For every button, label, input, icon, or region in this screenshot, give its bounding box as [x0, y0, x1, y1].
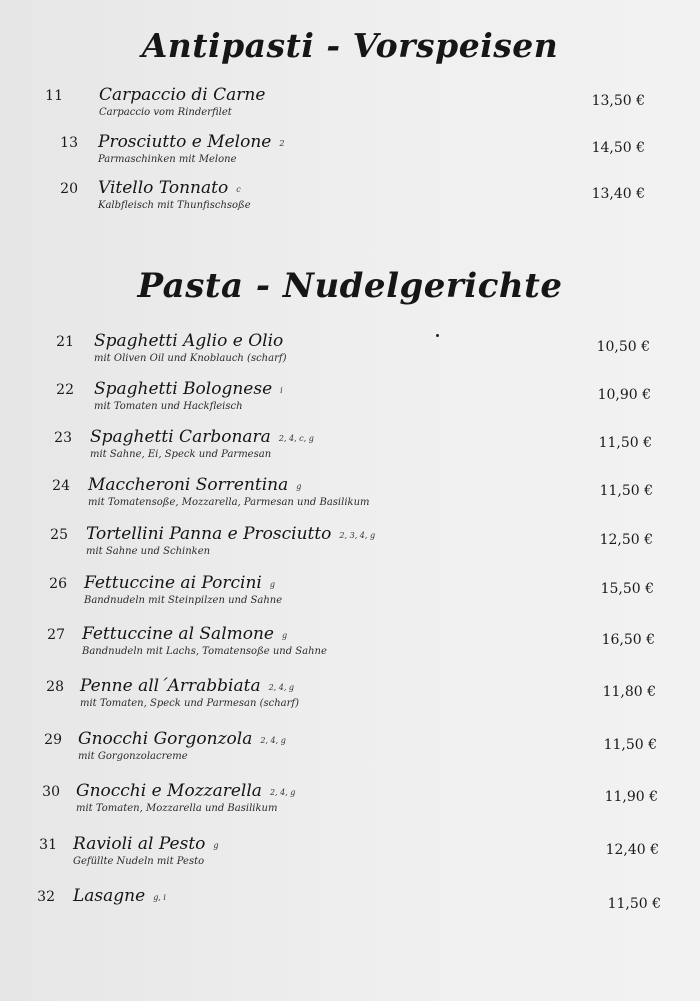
item-description: Bandnudeln mit Steinpilzen und Sahne	[84, 595, 283, 606]
item-name: Prosciutto e Melone 2	[98, 132, 285, 152]
section-title-pasta: Pasta - Nudelgerichte	[137, 266, 563, 306]
item-allergens: 2, 4, g	[268, 683, 295, 692]
item-description: mit Gorgonzolacreme	[78, 751, 188, 762]
menu-item	[33, 85, 653, 129]
item-description: Bandnudeln mit Lachs, Tomatensoße und Sahne	[82, 646, 327, 657]
item-allergens: 2, 4, g	[269, 788, 296, 797]
item-name: Spaghetti Bolognese i	[94, 379, 283, 399]
item-description: mit Sahne und Schinken	[86, 546, 211, 557]
item-price: 14,50 €	[591, 140, 645, 156]
item-number: 26	[49, 576, 67, 592]
item-price: 13,40 €	[591, 186, 645, 202]
menu-item	[42, 427, 662, 471]
item-price: 11,50 €	[603, 737, 657, 753]
menu-item	[37, 573, 657, 617]
item-name: Vitello Tonnato c	[98, 178, 241, 198]
item-description: Carpaccio vom Rinderfilet	[99, 107, 232, 118]
item-name: Lasagne g, i	[73, 886, 166, 906]
item-name: Fettuccine al Salmone g	[82, 624, 288, 644]
item-number: 23	[54, 430, 72, 446]
item-number: 22	[56, 382, 74, 398]
item-allergens: 2, 4, g	[260, 736, 286, 745]
item-allergens: g	[269, 580, 275, 589]
item-name: Spaghetti Carbonara 2, 4, c, g	[90, 427, 314, 447]
item-allergens: i	[280, 386, 283, 395]
item-name: Fettuccine ai Porcini g	[84, 573, 275, 593]
menu-item	[48, 132, 668, 176]
item-price: 11,50 €	[598, 435, 652, 451]
item-price: 11,80 €	[602, 684, 656, 700]
item-name: Maccheroni Sorrentina g	[88, 475, 302, 495]
item-number: 28	[46, 679, 64, 695]
item-description: mit Tomaten und Hackfleisch	[94, 401, 243, 412]
item-allergens: 2, 3, 4, g	[339, 531, 376, 540]
item-price: 11,50 €	[607, 896, 661, 912]
section-title-antipasti: Antipasti - Vorspeisen	[141, 26, 559, 65]
item-price: 10,90 €	[597, 387, 651, 403]
item-description: mit Tomaten, Speck und Parmesan (scharf)	[80, 698, 299, 709]
item-name: Gnocchi e Mozzarella 2, 4, g	[76, 781, 296, 801]
item-description: mit Tomatensoße, Mozzarella, Parmesan und Basilikum	[88, 497, 370, 508]
menu-item	[40, 475, 660, 519]
item-name: Spaghetti Aglio e Olio	[94, 331, 284, 351]
item-description: mit Oliven Oil und Knoblauch (scharf)	[94, 353, 287, 364]
item-allergens: g	[296, 482, 302, 491]
menu-item	[32, 729, 657, 773]
item-description: mit Tomaten, Mozzarella und Basilikum	[76, 803, 278, 814]
item-name: Gnocchi Gorgonzola 2, 4, g	[78, 729, 286, 749]
menu-item	[25, 886, 661, 930]
item-number: 32	[37, 889, 55, 905]
item-description: Kalbfleisch mit Thunfischsoße	[98, 200, 251, 211]
item-price: 12,40 €	[605, 842, 659, 858]
item-number: 29	[44, 732, 62, 748]
item-price: 11,50 €	[599, 483, 653, 499]
item-price: 13,50 €	[591, 93, 645, 109]
item-allergens: 2, 4, c, g	[278, 434, 314, 443]
item-price: 15,50 €	[600, 581, 654, 597]
menu-item	[44, 379, 664, 423]
item-allergens: g, i	[153, 893, 166, 902]
item-number: 11	[45, 88, 63, 104]
item-allergens: g	[213, 841, 219, 850]
menu-item	[44, 331, 664, 375]
item-name: Penne all´Arrabbiata 2, 4, g	[80, 676, 295, 696]
menu-item	[30, 781, 658, 825]
item-number: 21	[56, 334, 74, 350]
item-allergens: c	[236, 185, 241, 194]
item-allergens: 2	[279, 139, 285, 148]
item-price: 16,50 €	[601, 632, 655, 648]
item-description: Gefüllte Nudeln mit Pesto	[73, 856, 205, 867]
item-number: 25	[50, 527, 68, 543]
item-name: Carpaccio di Carne	[99, 85, 266, 105]
item-description: Parmaschinken mit Melone	[98, 154, 237, 165]
item-price: 12,50 €	[599, 532, 653, 548]
item-name: Ravioli al Pesto g	[73, 834, 219, 854]
item-allergens: g	[282, 631, 288, 640]
menu-item	[35, 624, 655, 668]
menu-item	[34, 676, 654, 720]
menu-item	[27, 834, 659, 878]
item-number: 13	[60, 135, 78, 151]
menu-item	[38, 524, 658, 568]
item-number: 30	[42, 784, 60, 800]
item-name: Tortellini Panna e Prosciutto 2, 3, 4, g	[86, 524, 376, 544]
item-price: 10,50 €	[596, 339, 650, 355]
item-description: mit Sahne, Ei, Speck und Parmesan	[90, 449, 272, 460]
item-number: 31	[39, 837, 57, 853]
menu-item	[48, 178, 668, 222]
item-number: 27	[47, 627, 65, 643]
item-price: 11,90 €	[604, 789, 658, 805]
item-number: 20	[60, 181, 78, 197]
item-number: 24	[52, 478, 70, 494]
